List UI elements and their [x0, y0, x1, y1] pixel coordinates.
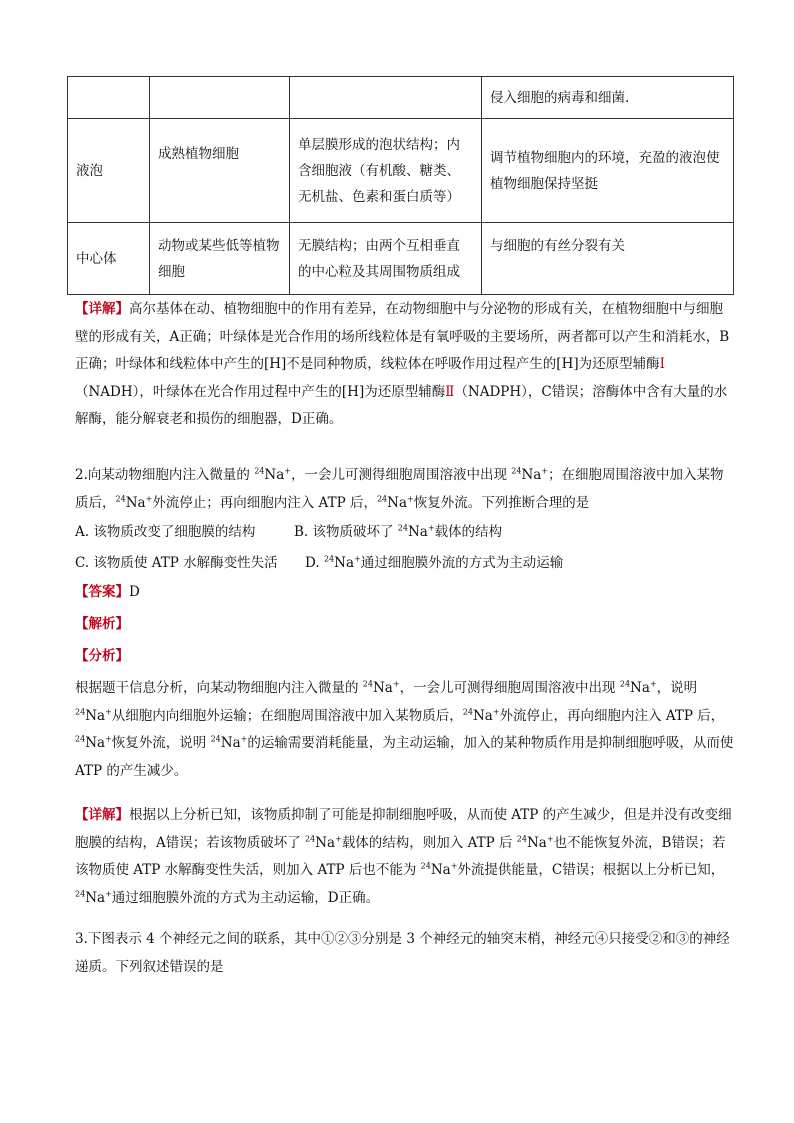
table-row: [68, 119, 734, 223]
analysis-text: 的运输需要消耗能量，为主动运输，加入的某种物质作用是抑制细胞呼吸，从而使 ATP 的产生减少。: [75, 735, 734, 779]
ion-charge: +: [105, 707, 112, 716]
analysis-text: 外流停止，再向细胞内注入 ATP 后，: [499, 707, 725, 724]
option-c: C. 该物质使 ATP 水解酶变性失活: [75, 555, 278, 571]
isotope-mass: 24: [115, 494, 126, 503]
q2-analysis: [75, 675, 735, 785]
isotope-mass: 24: [420, 861, 431, 871]
ion: Na: [334, 555, 354, 571]
ion: Na: [521, 467, 542, 483]
q2-options: [75, 519, 735, 577]
stem-text: ；在细胞周围溶液中加入某物质后，: [75, 467, 724, 511]
ion: Na: [125, 494, 146, 511]
answer-tag: 【答案】: [75, 584, 129, 600]
ion-charge: +: [541, 466, 549, 476]
ion: Na: [387, 494, 408, 511]
jiexi-line: [75, 611, 735, 639]
ion: Na: [526, 834, 547, 851]
table-cell: 与细胞的有丝分裂有关: [482, 223, 734, 295]
isotope-mass: 24: [397, 523, 408, 533]
analysis-text: 根据题干信息分析，向某动物细胞内注入微量的: [75, 680, 363, 696]
ion-charge: +: [450, 861, 458, 871]
detail-text: 根据以上分析已知，该物质抑制了可能是抑制细胞呼吸，从而使 ATP 的产生减少，但是并没有改变细胞膜的结构，A错误；若该物质破坏了: [75, 807, 732, 851]
ion-charge: +: [546, 834, 554, 843]
ion: Na: [85, 889, 106, 906]
table-row: [68, 223, 734, 295]
stem-text: ，一会儿可测得细胞周围溶液中出现: [290, 467, 512, 483]
option-row: [75, 550, 735, 577]
isotope-mass: 24: [75, 734, 86, 744]
table-cell: [150, 77, 290, 119]
option-b: [294, 519, 502, 546]
table-cell: 调节植物细胞内的环境，充盈的液泡使植物细胞保持坚挺: [482, 119, 734, 223]
ion-charge: +: [335, 834, 342, 843]
isotope-mass: 24: [75, 707, 86, 716]
isotope-mass: 24: [516, 834, 527, 843]
option-d: [305, 550, 563, 577]
detail-text: 高尔基体在动、植物细胞中的作用有差异，在动物细胞中与分泌物的形成有关，在植物细胞中与细胞壁的形成有关，A正确；叶绿体是光合作用的场所线粒体是有氧呼吸的主要场所，两者都可以产生和消耗水，B正确；叶绿体和线粒体中产生的[H]不是同种物质，线粒体在呼吸作用过程产生的[H]为还原型辅酶: [75, 301, 730, 372]
ion: Na: [85, 735, 106, 751]
ion: Na: [372, 680, 393, 696]
ion-charge: +: [240, 734, 248, 744]
stem-text: 向某动物细胞内注入微量的: [87, 467, 255, 483]
table-cell: 无膜结构；由两个互相垂直的中心粒及其周围物质组成: [290, 223, 482, 295]
table-row: [68, 77, 734, 119]
ion: Na: [430, 862, 451, 878]
ion-charge: +: [649, 679, 657, 689]
table-cell: 成熟植物细胞: [150, 119, 290, 223]
table-cell: 单层膜形成的泡状结构；内含细胞液（有机酸、糖类、无机盐、色素和蛋白质等）: [290, 119, 482, 223]
ion: Na: [472, 707, 493, 724]
ion-charge: +: [284, 466, 291, 476]
table-cell: 动物或某些低等植物细胞: [150, 223, 290, 295]
q2-stem: [75, 462, 735, 517]
isotope-mass: 24: [376, 494, 388, 503]
table-cell: [290, 77, 482, 119]
analysis-text: ，一会儿可测得细胞周围溶液中出现: [399, 680, 620, 696]
stem-text: 恢复外流。下列推断合理的是: [413, 494, 590, 511]
option-a: A. 该物质改变了细胞膜的结构: [75, 524, 256, 540]
jiexi-tag: 【解析】: [75, 616, 129, 632]
q2-detail: [75, 802, 735, 912]
ion-charge: +: [354, 554, 361, 564]
option-text: 载体的结构: [434, 524, 503, 540]
ion: Na: [264, 467, 285, 483]
organelle-table: [67, 76, 734, 295]
detail-text: 也不能恢复外流，B错误；若该物质使 ATP 水解酶变性失活，则加入 ATP 后也不能为: [75, 834, 726, 878]
table-cell: 中心体: [68, 223, 150, 295]
isotope-mass: 24: [305, 834, 316, 843]
option-row: [75, 519, 735, 546]
detail-text: 通过细胞膜外流的方式为主动运输，D正确。: [111, 889, 380, 906]
detail-text: （NADPH），C错误；溶酶体中含有大量的水解酶，能分解衰老和损伤的细胞器，D正确。: [75, 383, 728, 427]
ion-charge: +: [392, 679, 400, 689]
q1-detail-paragraph: [75, 296, 735, 434]
ion-charge: +: [105, 734, 112, 744]
fenxi-line: [75, 643, 735, 671]
isotope-mass: 24: [75, 889, 86, 898]
isotope-mass: 24: [323, 554, 335, 564]
detail-text: 外流提供能量，C错误；根据以上分析已知，: [457, 862, 725, 878]
option-text: D.: [305, 555, 324, 571]
isotope-mass: 24: [254, 466, 265, 476]
isotope-mass: 24: [511, 466, 522, 476]
detail-text: 载体的结构，则加入 ATP 后: [341, 834, 517, 851]
detail-tag: 【详解】: [75, 301, 129, 317]
ion: Na: [220, 735, 241, 751]
answer-line: [75, 579, 735, 607]
question-number: 2.: [75, 467, 88, 483]
roman-numeral: Ⅱ: [445, 383, 455, 400]
ion: Na: [630, 680, 650, 696]
detail-tag: 【详解】: [75, 807, 129, 823]
isotope-mass: 24: [210, 734, 221, 744]
ion-charge: +: [105, 889, 112, 898]
table-cell: 液泡: [68, 119, 150, 223]
isotope-mass: 24: [462, 707, 473, 716]
table-cell: [68, 77, 150, 119]
ion-charge: +: [492, 707, 500, 716]
analysis-text: ，说明: [656, 680, 698, 696]
ion: Na: [315, 834, 336, 851]
analysis-text: 从细胞内向细胞外运输；在细胞周围溶液中加入某物质后，: [111, 707, 463, 724]
ion-charge: +: [145, 494, 153, 503]
isotope-mass: 24: [362, 679, 373, 689]
ion-charge: +: [407, 494, 414, 503]
detail-text: （NADH），叶绿体在光合作用过程中产生的[H]为还原型辅酶: [75, 383, 446, 400]
ion: Na: [85, 707, 106, 724]
option-text: B. 该物质破坏了: [294, 524, 398, 540]
ion-charge: +: [427, 523, 435, 533]
option-text: 通过细胞膜外流的方式为主动运输: [360, 555, 564, 571]
ion: Na: [407, 524, 428, 540]
stem-text: 外流停止；再向细胞内注入 ATP 后，: [152, 494, 377, 511]
answer-value: D: [129, 584, 140, 600]
roman-numeral: Ⅰ: [659, 356, 665, 372]
table-cell: 侵入细胞的病毒和细菌.: [482, 77, 734, 119]
fenxi-tag: 【分析】: [75, 648, 129, 664]
q3-stem: 3.下图表示 4 个神经元之间的联系，其中①②③分别是 3 个神经元的轴突末梢，神经元④只接受②和③的神经递质。下列叙述错误的是: [75, 931, 730, 975]
analysis-text: 恢复外流，说明: [111, 735, 211, 751]
isotope-mass: 24: [619, 679, 631, 689]
